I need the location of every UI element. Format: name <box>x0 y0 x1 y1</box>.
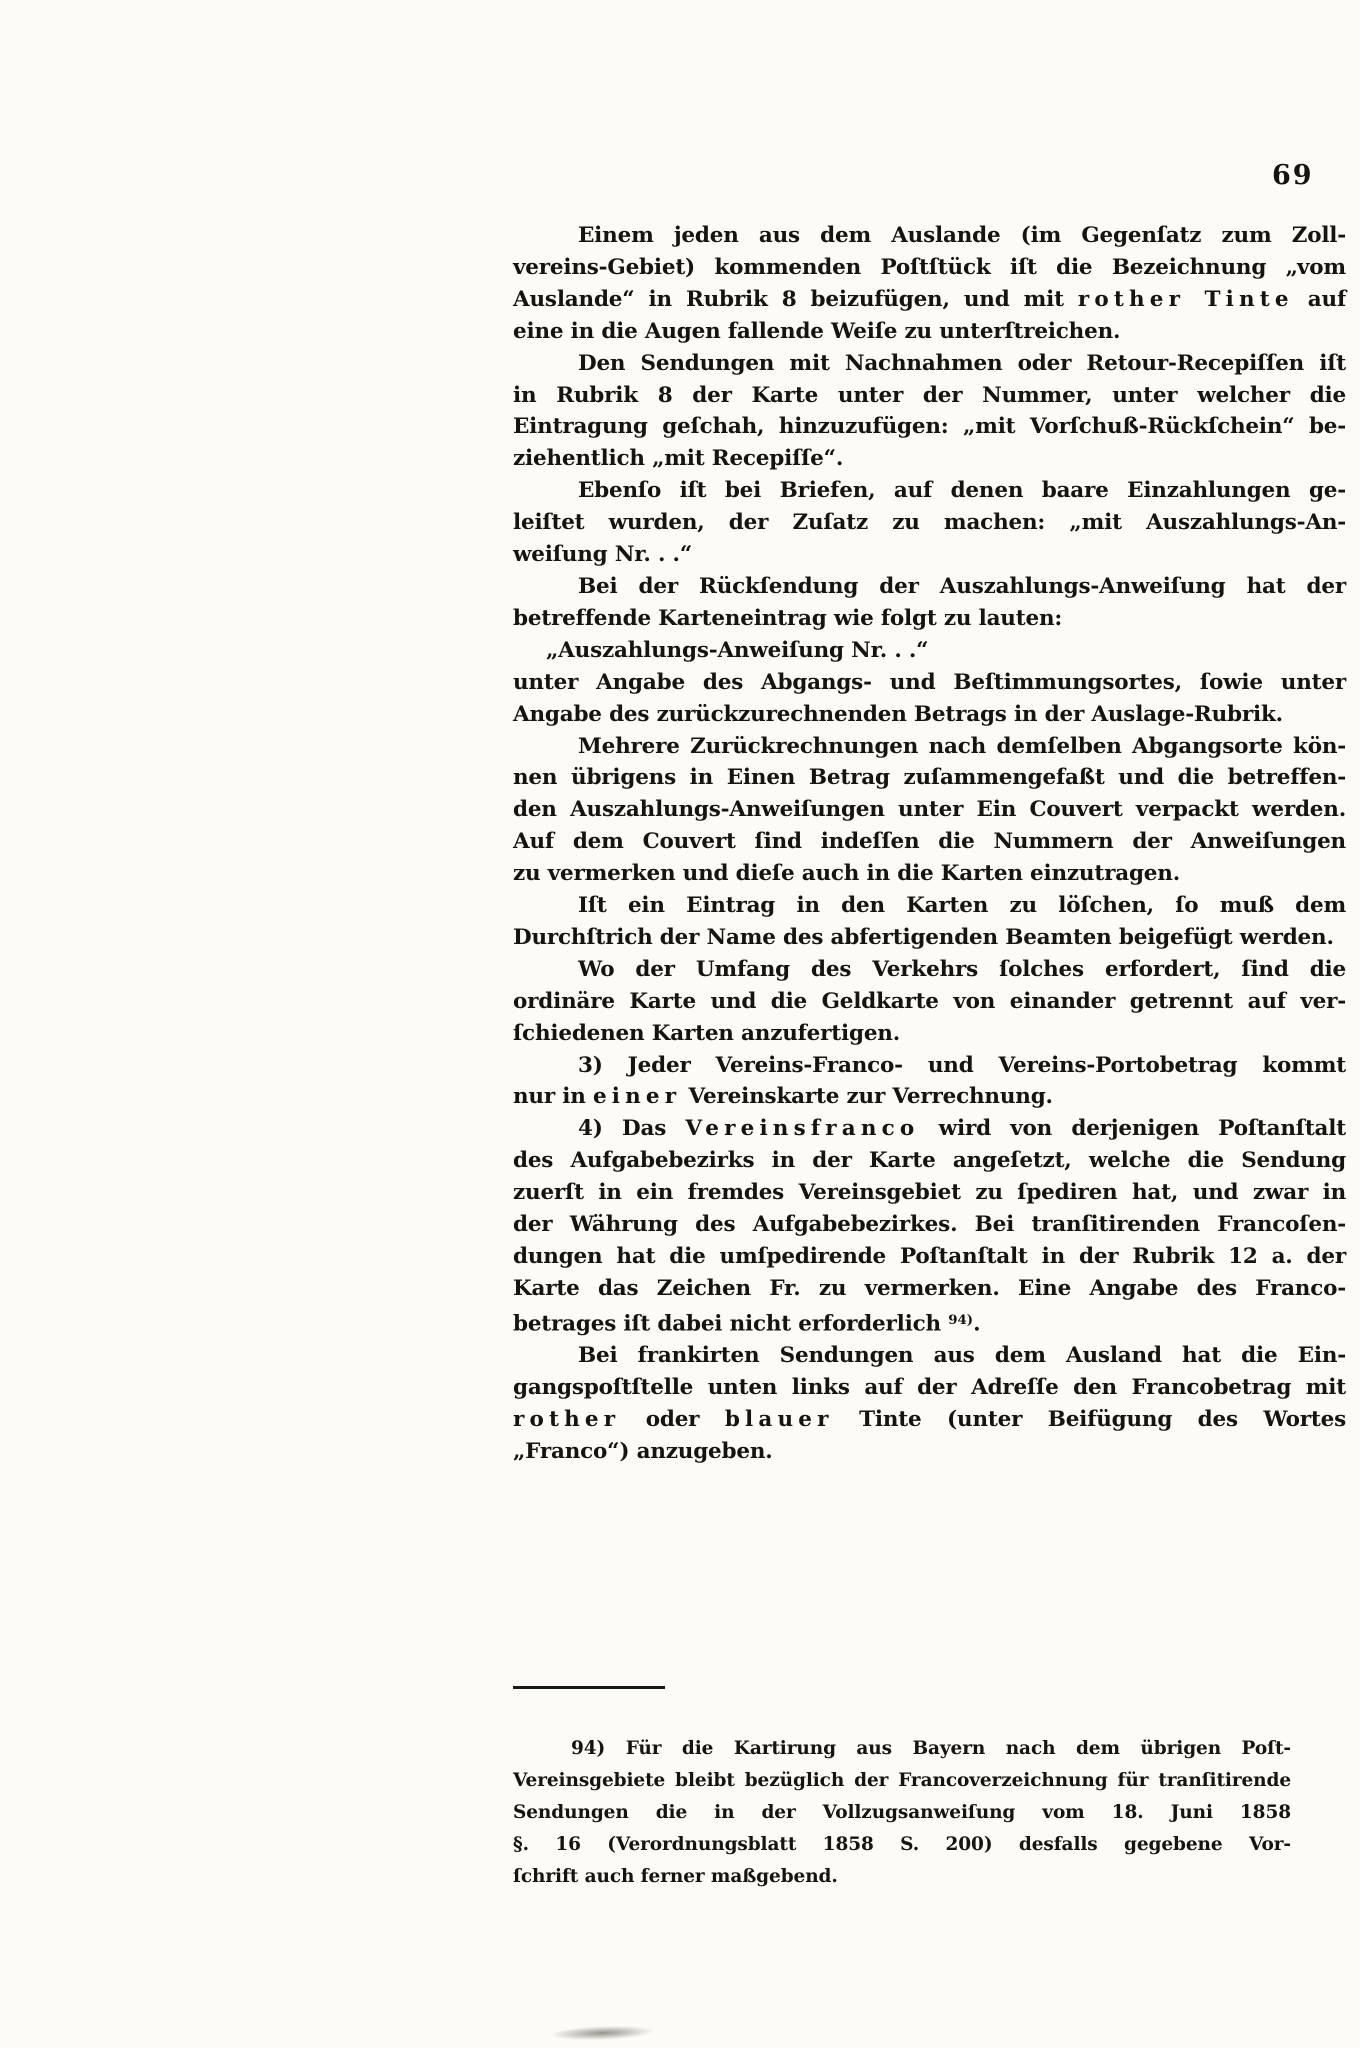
text-segment: nen übrigens in Einen Betrag zuſammengefaßt und die betreffen- <box>513 765 1346 791</box>
text-line <box>513 443 1346 475</box>
text-segment: einer <box>592 1084 682 1110</box>
text-line <box>513 284 1346 316</box>
text-line <box>513 1177 1346 1209</box>
main-text <box>513 220 1346 1468</box>
text-line <box>513 699 1346 731</box>
text-line <box>513 1113 1346 1145</box>
text-segment: 94) Für die Kartirung aus Bayern nach dem übrigen Poſt- <box>571 1738 1291 1759</box>
text-segment: 3) Jeder Vereins-Franco- und Vereins-Portobetrag kommt <box>578 1052 1346 1078</box>
text-segment: Iſt ein Eintrag in den Karten zu löſchen, ſo muß dem <box>578 893 1346 919</box>
text-line <box>513 667 1346 699</box>
text-segment: ziehentlich „mit Recepiſſe“. <box>513 446 844 472</box>
text-line <box>513 1209 1346 1241</box>
text-line <box>513 348 1346 380</box>
text-segment: rother Tinte <box>1077 286 1294 312</box>
text-segment: weiſung Nr. . .“ <box>513 542 692 568</box>
text-line <box>513 1081 1346 1113</box>
text-line <box>513 986 1346 1018</box>
text-line <box>513 571 1346 603</box>
footnote-line <box>513 1829 1291 1861</box>
text-line <box>513 380 1346 412</box>
text-line <box>513 731 1346 763</box>
text-segment: Angabe des zurückzurechnenden Betrags in der Auslage-Rubrik. <box>513 701 1283 727</box>
text-segment: zuerſt in ein fremdes Vereinsgebiet zu ſpediren hat, und zwar in <box>513 1180 1346 1206</box>
text-line <box>513 1145 1346 1177</box>
footnote-line <box>513 1733 1291 1765</box>
text-line <box>513 1436 1346 1468</box>
footnote <box>513 1733 1291 1893</box>
text-segment: Den Sendungen mit Nachnahmen oder Retour-Recepiſſen iſt <box>578 350 1346 376</box>
text-line <box>513 252 1346 284</box>
text-segment: ſchiedenen Karten anzufertigen. <box>513 1020 901 1046</box>
text-segment: zu vermerken und dieſe auch in die Karten einzutragen. <box>513 861 1180 887</box>
text-segment: Vereinsgebiete bleibt bezüglich der Francoverzeichnung für tranſitirende <box>513 1769 1291 1791</box>
footnote-line <box>513 1797 1291 1829</box>
text-line <box>513 635 1346 667</box>
text-line <box>513 539 1346 571</box>
text-segment: 4) Das <box>578 1116 686 1142</box>
text-segment: Sendungen die in der Vollzugsanweiſung vom 18. Juni 1858 <box>513 1801 1291 1823</box>
text-segment: . <box>973 1311 981 1337</box>
text-segment: leiſtet wurden, der Zuſatz zu machen: „mit Auszahlungs-An- <box>513 510 1346 536</box>
text-line <box>513 858 1346 890</box>
text-segment: unter Angabe des Abgangs- und Beſtimmungsortes, ſowie unter <box>513 669 1346 695</box>
text-segment: Einem jeden aus dem Auslande (im Gegenſatz zum Zoll- <box>578 223 1346 248</box>
text-segment: ſchrift auch ferner maßgebend. <box>513 1865 838 1887</box>
text-line <box>513 1305 1346 1341</box>
text-segment: Auf dem Couvert ſind indeſſen die Nummern der Anweiſungen <box>513 829 1346 855</box>
text-segment: Vereinskarte zur Verrechnung. <box>681 1084 1053 1110</box>
text-segment: in Rubrik 8 der Karte unter der Nummer, unter welcher die <box>513 382 1346 408</box>
text-segment: Eintragung geſchah, hinzuzufügen: „mit Vorſchuß-Rückſchein“ be- <box>513 414 1346 440</box>
text-segment: Mehrere Zurückrechnungen nach demſelben Abgangsorte kön- <box>578 733 1346 759</box>
text-line <box>513 794 1346 826</box>
text-segment: oder <box>620 1407 725 1433</box>
text-line <box>513 507 1346 539</box>
text-segment: Vereinsfranco <box>685 1116 920 1142</box>
text-line <box>513 826 1346 858</box>
text-segment: den Auszahlungs-Anweiſungen unter Ein Couvert verpackt werden. <box>513 797 1346 823</box>
scan-artifact <box>550 2024 655 2042</box>
text-segment: Bei frankirten Sendungen aus dem Ausland hat die Ein- <box>578 1343 1346 1369</box>
footnote-line <box>513 1861 1291 1893</box>
text-line <box>513 1404 1346 1436</box>
text-segment: der Währung des Aufgabebezirkes. Bei tranſitirenden Francoſen- <box>513 1212 1346 1238</box>
text-segment: Durchſtrich der Name des abfertigenden Beamten beigefügt werden. <box>513 924 1334 950</box>
footnote-marker: 94) <box>948 1311 974 1328</box>
footnote-divider <box>513 1686 665 1689</box>
text-line <box>513 475 1346 507</box>
text-segment: „Franco“) anzugeben. <box>513 1439 773 1465</box>
text-segment: wird von derjenigen Poſtanſtalt <box>919 1116 1346 1142</box>
text-line <box>513 1340 1346 1372</box>
text-line <box>513 954 1346 986</box>
text-segment: Ebenſo iſt bei Briefen, auf denen baare Einzahlungen ge- <box>578 478 1346 504</box>
text-segment: betrages iſt dabei nicht erforderlich <box>513 1311 949 1337</box>
text-segment: des Aufgabebezirks in der Karte angeſetzt, welche die Sendung <box>513 1148 1346 1174</box>
text-segment: eine in die Augen fallende Weiſe zu unterſtreichen. <box>513 318 1121 344</box>
text-line <box>513 1241 1346 1273</box>
text-segment: Tinte (unter Beifügung des Wortes <box>833 1407 1346 1433</box>
text-segment: gangspoſtſtelle unten links auf der Adreſſe den Francobetrag mit <box>513 1375 1346 1401</box>
text-line <box>513 762 1346 794</box>
text-line <box>513 220 1346 252</box>
text-segment: ordinäre Karte und die Geldkarte von einander getrennt auf ver- <box>513 988 1346 1014</box>
text-segment: Bei der Rückſendung der Auszahlungs-Anweiſung hat der <box>578 573 1346 599</box>
text-segment: betreffende Karteneintrag wie folgt zu lauten: <box>513 605 1063 631</box>
page-number: 69 <box>1272 160 1314 191</box>
text-line <box>513 922 1346 954</box>
text-segment: blauer <box>724 1407 834 1433</box>
text-line <box>513 1273 1346 1305</box>
text-segment: Auslande“ in Rubrik 8 beizufügen, und mit <box>513 286 1078 312</box>
text-segment: auf <box>1293 286 1346 312</box>
text-segment: Wo der Umfang des Verkehrs ſolches erfordert, ſind die <box>578 956 1346 982</box>
text-segment: vereins-Gebiet) kommenden Poſtſtück iſt die Bezeichnung „vom <box>513 254 1346 280</box>
text-line <box>513 603 1346 635</box>
text-segment: „Auszahlungs-Anweiſung Nr. . .“ <box>546 637 929 663</box>
text-line <box>513 1050 1346 1082</box>
text-segment: rother <box>513 1407 621 1433</box>
text-segment: nur in <box>513 1084 593 1110</box>
text-line <box>513 1018 1346 1050</box>
text-line <box>513 890 1346 922</box>
text-line <box>513 316 1346 348</box>
text-segment: dungen hat die umſpedirende Poſtanſtalt in der Rubrik 12 a. der <box>513 1244 1346 1269</box>
text-line <box>513 411 1346 443</box>
footnote-line <box>513 1765 1291 1797</box>
text-segment: §. 16 (Verordnungsblatt 1858 S. 200) desfalls gegebene Vor- <box>513 1833 1291 1855</box>
text-segment: Karte das Zeichen Fr. zu vermerken. Eine Angabe des Franco- <box>513 1275 1346 1301</box>
text-line <box>513 1372 1346 1404</box>
